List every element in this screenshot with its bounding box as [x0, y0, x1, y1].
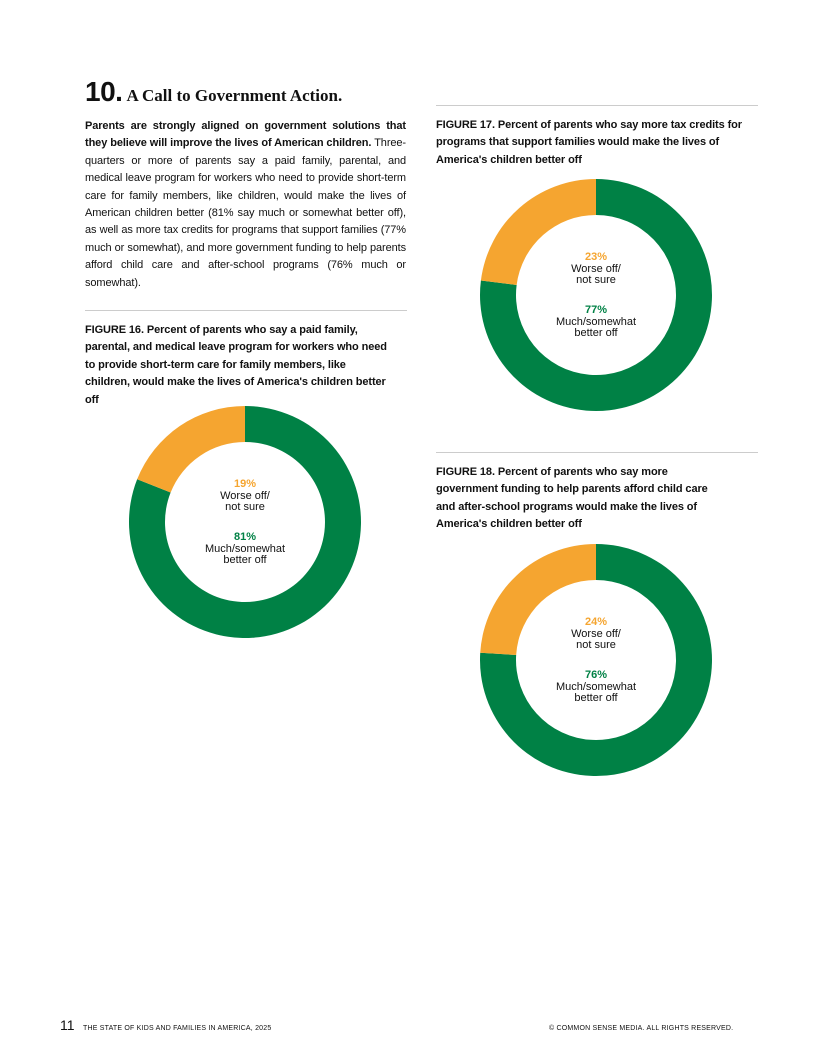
intro-lead: Parents are strongly aligned on government solutions that they believe will improve the lives of American children. [85, 120, 406, 150]
figure-17-better-pct: 77% [584, 304, 608, 316]
figure-16-donut-svg [125, 402, 365, 642]
intro-body: Three-quarters or more of parents say a paid family, parental, and medical leave program for workers who need to provide short-term care for family members, like children, would make the lives of American children better (81% say much or somewhat better off), as well as more tax credits for programs that support families (77% much or somewhat), and more government funding to help parents afford child care and after-school programs (76% much or somewhat). [85, 137, 406, 289]
footer-publication: THE STATE OF KIDS AND FAMILIES IN AMERICA, 2025 [83, 1025, 272, 1032]
figure-16-better-pct: 81% [233, 531, 257, 543]
intro-paragraph [85, 118, 406, 292]
figure-16-donut [125, 402, 365, 642]
figure-18-worse-line2: not sure [576, 639, 616, 651]
figure-17-worse-pct: 23% [584, 251, 608, 263]
figure-17-worse-line1: Worse off/ [571, 263, 621, 275]
divider-figure-18 [436, 452, 758, 453]
page-number: 11 [60, 1017, 75, 1033]
figure-18-caption: FIGURE 18. Percent of parents who say more government funding to help parents afford child care and after-school programs would make the lives of America's children better off [436, 466, 708, 531]
figure-16-better-line2: better off [223, 554, 267, 566]
figure-16-worse-pct: 19% [233, 478, 257, 490]
section-number: 10. [85, 76, 123, 107]
figure-18-worse-line1: Worse off/ [571, 628, 621, 640]
figure-16-worse-line1: Worse off/ [220, 490, 270, 502]
figure-18-better-pct: 76% [584, 669, 608, 681]
figure-18-worse-pct: 24% [584, 616, 608, 628]
figure-17-better-line2: better off [574, 327, 618, 339]
figure-18-better-line1: Much/somewhat [555, 681, 637, 693]
figure-16-better-line1: Much/somewhat [204, 543, 286, 555]
divider-figure-16 [85, 310, 407, 311]
figure-17-donut [476, 175, 716, 415]
divider-figure-17 [436, 105, 758, 106]
figure-17-caption: FIGURE 17. Percent of parents who say more tax credits for programs that support families would make the lives of America's children better off [436, 119, 742, 166]
section-title: A Call to Government Action. [126, 86, 343, 105]
figure-17-worse-line2: not sure [576, 274, 616, 286]
section-heading [85, 72, 342, 109]
footer-copyright: © COMMON SENSE MEDIA. ALL RIGHTS RESERVED. [549, 1025, 734, 1032]
figure-17-donut-svg [476, 175, 716, 415]
figure-18-donut-svg [476, 540, 716, 780]
figure-16-caption: FIGURE 16. Percent of parents who say a paid family, parental, and medical leave program for workers who need to provide short-term care for family members, like children, would make the lives of America's children better off [85, 324, 387, 406]
figure-17-better-line1: Much/somewhat [555, 316, 637, 328]
figure-18-donut [476, 540, 716, 780]
figure-16-worse-line2: not sure [225, 501, 265, 513]
figure-18-better-line2: better off [574, 692, 618, 704]
